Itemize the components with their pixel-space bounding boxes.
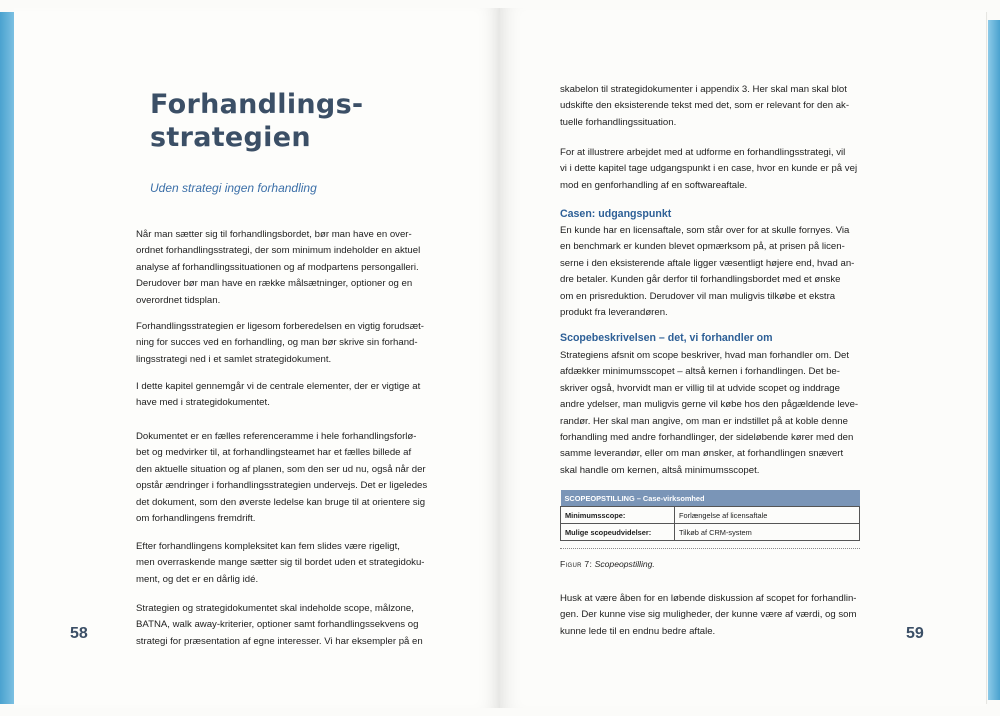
text-line: udskifte den eksisterende tekst med det, som er relevant for den ak- bbox=[560, 100, 850, 112]
text-line: men overraskende mange sætter sig til bordet uden et strategidoku- bbox=[136, 557, 425, 569]
text-line: gen. Der kunne vise sig muligheder, der kunne være af værdi, og som bbox=[560, 609, 857, 621]
text-line: Dokumentet er en fælles referenceramme i hele forhandlingsforlø- bbox=[136, 431, 417, 442]
body-paragraph bbox=[136, 429, 452, 527]
body-paragraph bbox=[136, 379, 452, 412]
text-line: Husk at være åben for en løbende diskussion af scopet for forhandlin- bbox=[560, 593, 857, 604]
chapter-title bbox=[150, 88, 480, 154]
body-paragraph bbox=[560, 82, 860, 131]
text-line: afdækker minimumsscopet – altså kernen i forhandlingen. Det be- bbox=[560, 366, 840, 378]
caption-divider bbox=[560, 548, 860, 549]
text-line: om forhandlingens fremdrift. bbox=[136, 513, 256, 525]
body-paragraph bbox=[136, 319, 452, 368]
table-cell-key: Minimumsscope: bbox=[561, 507, 675, 524]
text-line: Når man sætter sig til forhandlingsbordet, bør man have en over- bbox=[136, 229, 412, 240]
chapter-title-line: strategien bbox=[150, 122, 311, 153]
body-paragraph bbox=[136, 227, 452, 309]
book-edge-right bbox=[988, 20, 1000, 700]
body-paragraph bbox=[136, 539, 452, 588]
text-line: Derudover bør man have en række målsætninger, optioner og en bbox=[136, 278, 413, 290]
text-line: have med i strategidokumentet. bbox=[136, 397, 270, 409]
text-line: vi i dette kapitel tage udgangspunkt i en case, hvor en kunde er på vej bbox=[560, 163, 858, 175]
table-header: SCOPEOPSTILLING – Case-virksomhed bbox=[561, 490, 860, 507]
text-line: I dette kapitel gennemgår vi de centrale elementer, der er vigtige at bbox=[136, 381, 421, 392]
text-line: For at illustrere arbejdet med at udforme en forhandlingsstrategi, vil bbox=[560, 147, 846, 158]
text-line: tuelle forhandlingssituation. bbox=[560, 116, 677, 128]
text-line: en benchmark er kunden blevet opmærksom på, at prisen på licen- bbox=[560, 241, 845, 253]
body-paragraph bbox=[136, 601, 452, 650]
section-heading: Casen: udgangspunkt bbox=[560, 208, 672, 220]
page-number: 58 bbox=[70, 625, 88, 642]
table-header-row bbox=[561, 490, 860, 507]
table-row bbox=[561, 524, 860, 541]
text-line: samme leverandør, eller om man ønsker, at forhandlingen snævert bbox=[560, 448, 844, 460]
text-line: mod en genforhandling af en softwareaftale. bbox=[560, 179, 748, 191]
text-line: Forhandlingsstrategien er ligesom forberedelsen en vigtig forudsæt- bbox=[136, 321, 424, 332]
figure-caption-text: Scopeopstilling. bbox=[594, 559, 655, 569]
text-line: En kunde har en licensaftale, som står over for at skulle fornyes. Via bbox=[560, 225, 850, 236]
text-line: lingsstrategi ned i et samlet strategidokument. bbox=[136, 353, 332, 365]
page-number: 59 bbox=[906, 625, 924, 642]
text-line: bet og medvirker til, at forhandlingsteamet har et fælles billede af bbox=[136, 447, 412, 459]
body-paragraph bbox=[560, 145, 860, 194]
text-line: dre betaler. Kunden går derfor til forhandlingsbordet med et ønske bbox=[560, 274, 841, 286]
text-line: ment, og det er en dårlig idé. bbox=[136, 573, 259, 585]
figure-caption bbox=[560, 559, 655, 569]
text-line: BATNA, walk away-kriterier, optioner samt forhandlingssekvens og bbox=[136, 619, 419, 631]
book-edge-left bbox=[0, 12, 14, 704]
table-row bbox=[561, 507, 860, 524]
table-cell-value: Tilkøb af CRM-system bbox=[675, 524, 860, 541]
text-line: ordnet forhandlingsstrategi, der som minimum indeholder en aktuel bbox=[136, 245, 421, 257]
body-paragraph bbox=[560, 591, 860, 640]
text-line: produkt fra leverandøren. bbox=[560, 307, 668, 319]
text-line: skabelon til strategidokumenter i appendix 3. Her skal man skal blot bbox=[560, 84, 847, 95]
text-line: forhandling med andre forhandlinger, der sideløbende kører med den bbox=[560, 432, 854, 444]
text-line: Strategiens afsnit om scope beskriver, hvad man forhandler om. Det bbox=[560, 350, 850, 361]
scope-table bbox=[560, 490, 860, 541]
text-line: opstår ændringer i forhandlingsstrategien undervejs. Det er ligeledes bbox=[136, 480, 428, 492]
body-paragraph bbox=[560, 223, 860, 321]
table-cell-key: Mulige scopeudvidelser: bbox=[561, 524, 675, 541]
text-line: Strategien og strategidokumentet skal indeholde scope, målzone, bbox=[136, 603, 414, 614]
text-line: om en prisreduktion. Derudover vil man muligvis tilkøbe et ekstra bbox=[560, 290, 836, 302]
chapter-subtitle: Uden strategi ingen forhandling bbox=[150, 181, 317, 195]
text-line: kunne lede til en endnu bedre aftale. bbox=[560, 625, 716, 637]
text-line: det dokument, som den øverste ledelse kan bruge til at orientere sig bbox=[136, 496, 426, 508]
text-line: skal handle om kernen, altså minimumsscopet. bbox=[560, 464, 760, 476]
text-line: Efter forhandlingens kompleksitet kan fem slides være rigeligt, bbox=[136, 541, 400, 552]
text-line: strategi for præsentation af egne interesser. Vi har eksempler på en bbox=[136, 635, 423, 647]
right-page bbox=[500, 8, 986, 708]
text-line: serne i den eksisterende aftale ligger væsentligt højere end, hvad an- bbox=[560, 257, 855, 269]
text-line: analyse af forhandlingssituationen og af modpartens persongalleri. bbox=[136, 261, 419, 273]
section-heading: Scopebeskrivelsen – det, vi forhandler om bbox=[560, 332, 773, 344]
text-line: randør. Her skal man angive, om man er indstillet på at koble denne bbox=[560, 415, 848, 427]
text-line: den aktuelle situation og af planen, som den ser ud nu, også når der bbox=[136, 463, 426, 475]
text-line: andre ydelser, man muligvis gerne vil købe hos den pågældende leve- bbox=[560, 399, 859, 411]
text-line: overordnet tidsplan. bbox=[136, 294, 221, 306]
body-paragraph bbox=[560, 348, 860, 479]
text-line: ning for succes ved en forhandling, og man bør skrive sin forhand- bbox=[136, 337, 418, 349]
text-line: skriver også, hvorvidt man er villig til at udvide scopet og inddrage bbox=[560, 382, 840, 394]
chapter-title-line: Forhandlings- bbox=[150, 89, 364, 120]
left-page bbox=[14, 8, 500, 708]
figure-label: Figur 7: bbox=[560, 559, 593, 569]
table-cell-value: Forlængelse af licensaftale bbox=[675, 507, 860, 524]
